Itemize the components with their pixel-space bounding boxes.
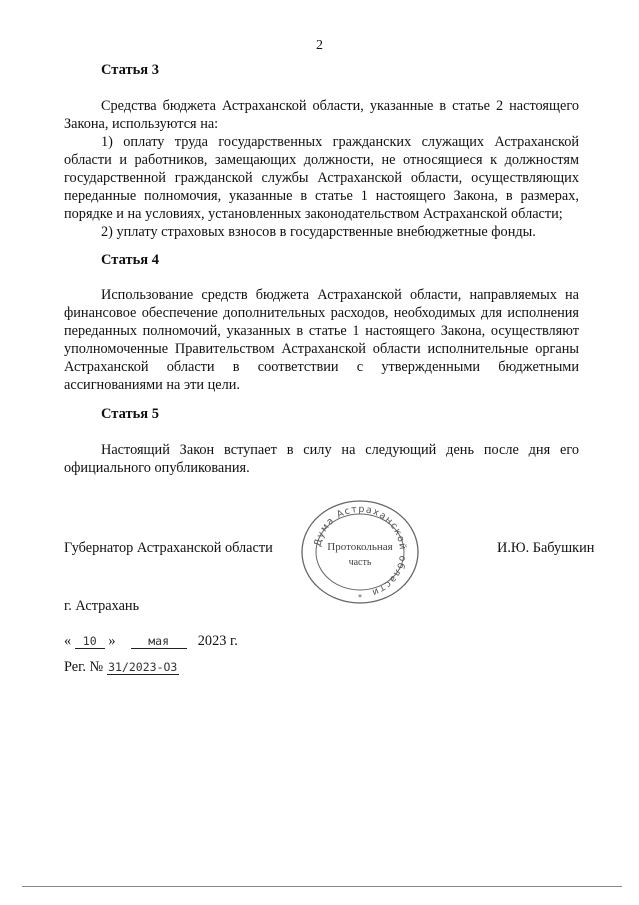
page-number: 2 [316,38,323,53]
registration-label: Рег. № [64,659,104,675]
article-3-intro: Средства бюджета Астраханской области, указанные в статье 2 настоящего Закона, используются на: [64,98,579,132]
date-close-quote: » [108,633,116,649]
article-5-text: Настоящий Закон вступает в силу на следующий день после дня его официального опубликования. [64,442,579,476]
article-4-body [64,286,579,394]
stamp-star: * [358,593,362,602]
article-3-heading: Статья 3 [101,62,159,78]
date-year: 2023 г. [197,633,238,649]
date-month: мая [131,634,187,649]
registration-number [64,659,179,676]
article-3-item-1: 1) оплату труда государственных гражданских служащих Астраханской области и работников, замещающих должности, не относящиеся к должностям государственной гражданской службы Астраханской области, осуществляющих переданные полномочия, указанные в статье 1 настоящего Закона, в размерах, порядке и на условиях, установленных законодательством Астраханской области; [64,134,579,222]
article-3-body [64,97,579,241]
stamp-ring-text: Дума Астраханской области [312,503,409,599]
article-5-heading: Статья 5 [101,406,159,422]
date-open-quote: « [64,633,72,649]
signing-date [64,633,238,650]
article-4-heading: Статья 4 [101,252,159,268]
stamp-inner-line-2: часть [348,557,372,568]
article-4-text: Использование средств бюджета Астраханской области, направляемых на финансовое обеспечение дополнительных расходов, необходимых для исполнения переданных полномочий, указанных в статье 1 настоящего Закона, осуществляют уполномоченные Правительством Астраханской области исполнительные органы Астраханской области в соответствии с утвержденными бюджетными ассигнованиями на эти цели. [64,287,579,393]
bottom-divider [22,886,622,887]
place-of-signing: г. Астрахань [64,598,140,614]
date-day: 10 [75,634,105,649]
governor-name: И.Ю. Бабушкин [497,540,595,556]
duma-seal-stamp [298,498,422,606]
governor-position: Губернатор Астраханской области [64,540,273,556]
stamp-inner-line-1: Протокольная [327,541,393,553]
article-5-body [64,441,579,477]
article-3-item-2: 2) уплату страховых взносов в государственные внебюджетные фонды. [101,224,536,240]
registration-value: 31/2023-ОЗ [108,660,178,674]
